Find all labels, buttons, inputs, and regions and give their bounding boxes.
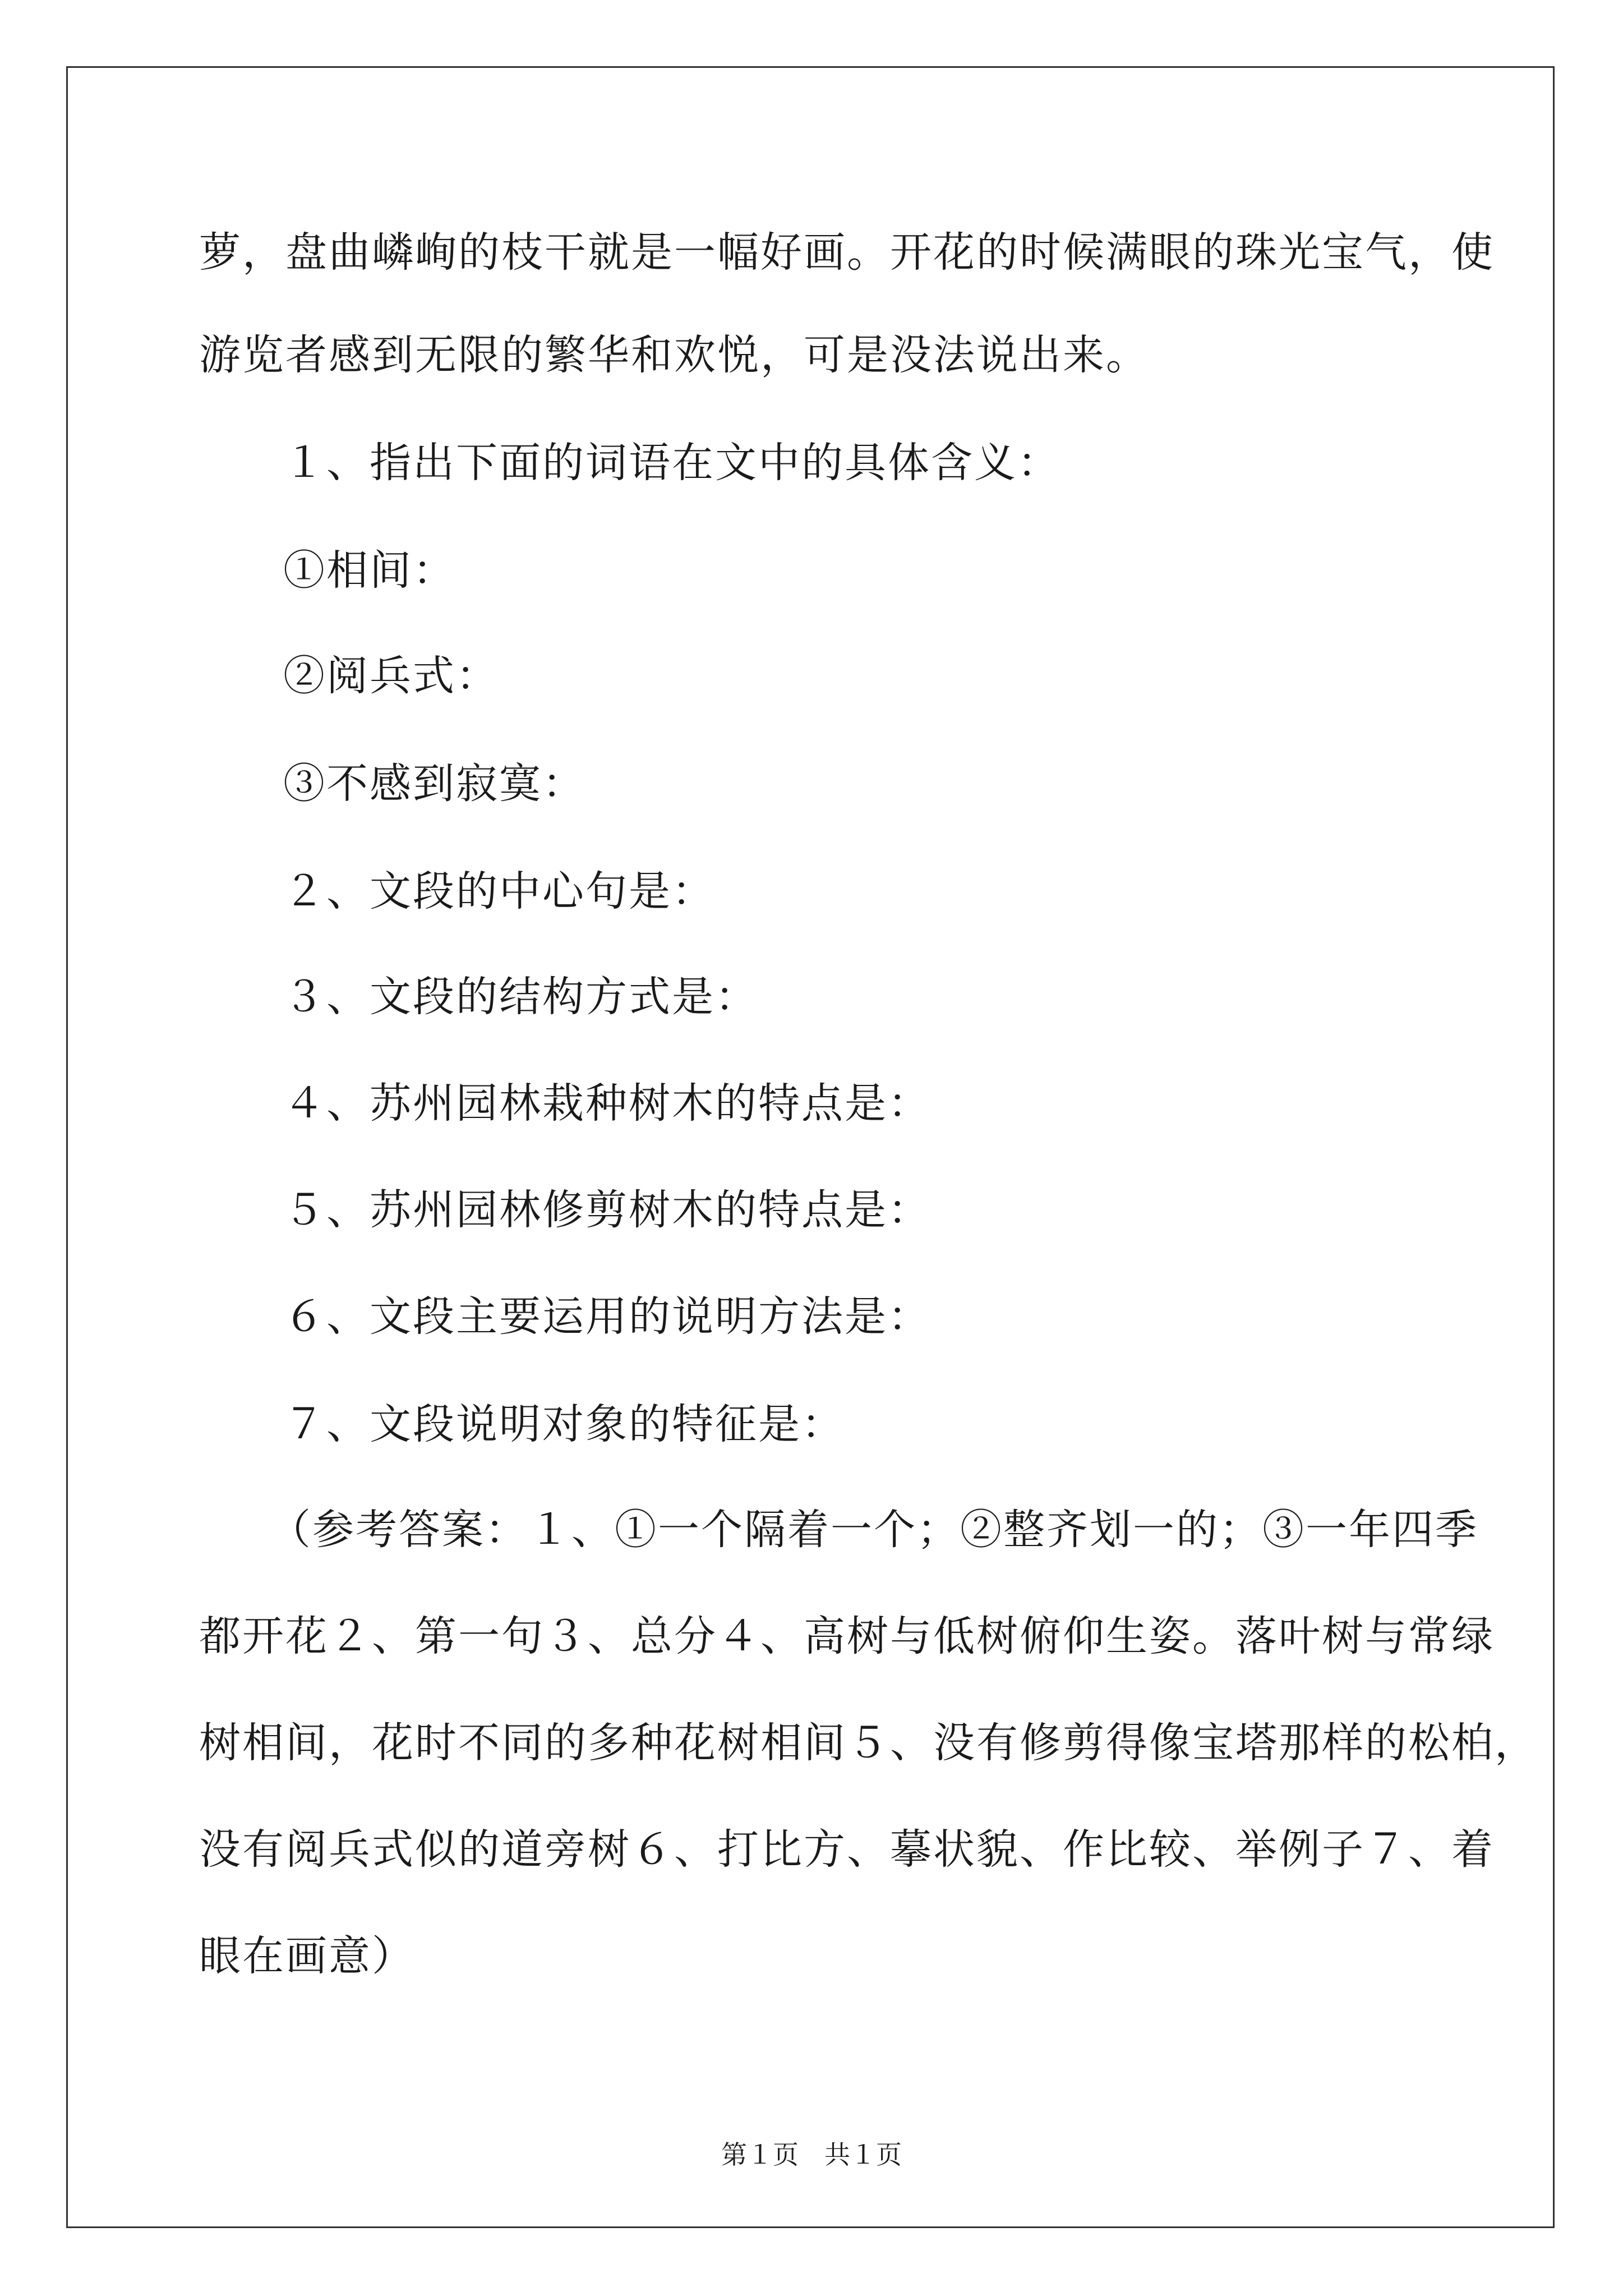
question-7: ７、文段说明对象的特征是： bbox=[283, 1400, 845, 1448]
page-border bbox=[66, 66, 1555, 2228]
page-number-footer: 第１页 共１页 bbox=[721, 2141, 902, 2169]
question-2: ２、文段的中心句是： bbox=[283, 867, 715, 915]
answer-line: 眼在画意） bbox=[199, 1932, 415, 1980]
answer-line: （参考答案：１、①一个隔着一个；②整齐划一的；③一年四季 bbox=[269, 1506, 1478, 1554]
question-3: ３、文段的结构方式是： bbox=[283, 973, 758, 1021]
answer-line: 树相间，花时不同的多种花树相间５、没有修剪得像宝塔那样的松柏， bbox=[199, 1719, 1538, 1767]
answer-line: 都开花２、第一句３、总分４、高树与低树俯仰生姿。落叶树与常绿 bbox=[199, 1612, 1495, 1660]
question-1-item-2: ②阅兵式： bbox=[283, 652, 499, 700]
question-1-item-1: ①相间： bbox=[283, 546, 456, 595]
paragraph-line: 萝，盘曲嶙峋的枝干就是一幅好画。开花的时候满眼的珠光宝气，使 bbox=[199, 228, 1495, 277]
question-1-item-3: ③不感到寂寞： bbox=[283, 760, 585, 808]
question-6: ６、文段主要运用的说明方法是： bbox=[283, 1292, 931, 1341]
answer-line: 没有阅兵式似的道旁树６、打比方、摹状貌、作比较、举例子７、着 bbox=[199, 1825, 1495, 1874]
question-5: ５、苏州园林修剪树木的特点是： bbox=[283, 1186, 931, 1234]
question-4: ４、苏州园林栽种树木的特点是： bbox=[283, 1079, 931, 1128]
paragraph-line: 游览者感到无限的繁华和欢悦，可是没法说出来。 bbox=[199, 331, 1149, 379]
question-1: １、指出下面的词语在文中的具体含义： bbox=[283, 439, 1061, 487]
